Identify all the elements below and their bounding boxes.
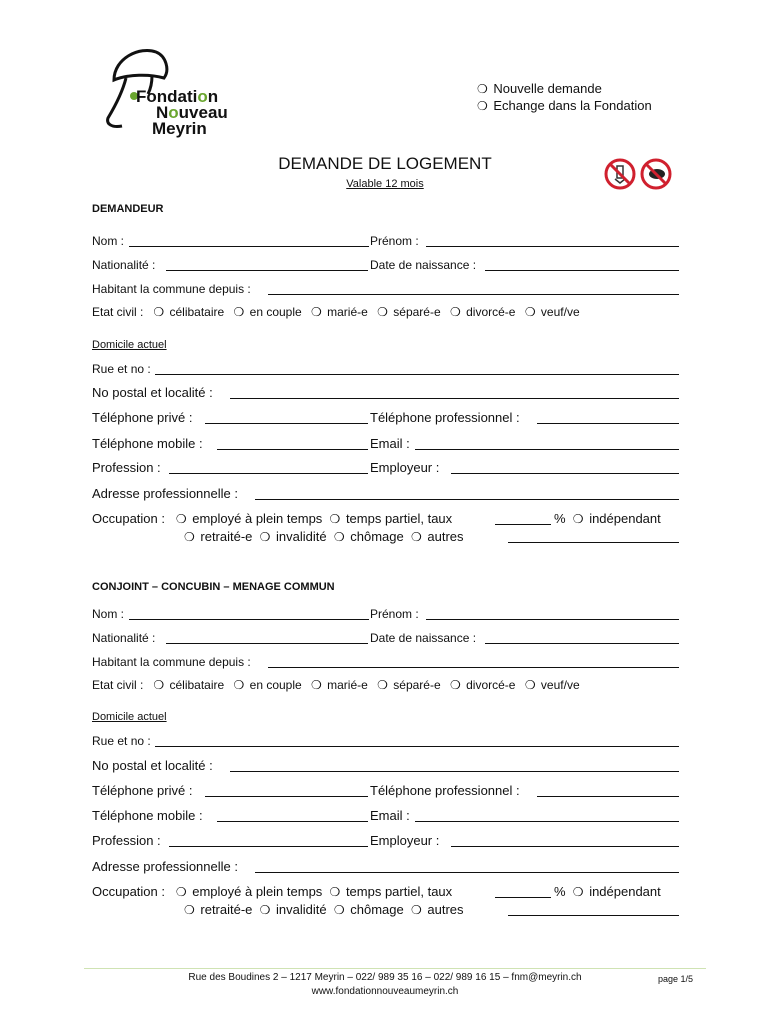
option-label: temps partiel, taux	[345, 884, 453, 899]
input-tel-prive[interactable]	[205, 423, 368, 424]
radio-circle-icon: ❍	[477, 82, 488, 96]
option-label: chômage	[350, 902, 404, 917]
radio-circle-icon: ❍	[259, 903, 271, 917]
option-chomage[interactable]	[334, 902, 404, 917]
label-tel-prive: Téléphone privé :	[92, 410, 193, 425]
option-invalidite[interactable]	[260, 529, 327, 544]
input-nationalite[interactable]	[166, 270, 368, 271]
label-postal: No postal et localité :	[92, 758, 213, 773]
label-nom: Nom :	[92, 234, 125, 248]
radio-circle-icon: ❍	[450, 678, 461, 692]
option-label: marié-e	[327, 678, 368, 692]
label-rue: Rue et no :	[92, 734, 151, 748]
occupation-row	[92, 511, 452, 526]
option-label: indépendant	[589, 884, 661, 899]
label-profession: Profession :	[92, 833, 161, 848]
logo-letter-o: o	[197, 87, 208, 106]
input-rue[interactable]	[155, 374, 679, 375]
label-nationalite: Nationalité :	[92, 631, 156, 645]
input-taux[interactable]	[495, 897, 551, 898]
option-label: célibataire	[169, 305, 225, 319]
option-autres[interactable]	[411, 902, 464, 917]
option-plein-temps[interactable]	[176, 511, 322, 526]
input-profession[interactable]	[169, 846, 368, 847]
input-email[interactable]	[415, 821, 679, 822]
option-label: invalidité	[276, 529, 327, 544]
option-label: invalidité	[276, 902, 327, 917]
label-tel-pro: Téléphone professionnel :	[370, 410, 520, 425]
label-habitant: Habitant la commune depuis :	[92, 655, 251, 669]
radio-circle-icon: ❍	[259, 530, 271, 544]
radio-circle-icon: ❍	[333, 530, 345, 544]
label-postal: No postal et localité :	[92, 385, 213, 400]
input-employeur[interactable]	[451, 473, 679, 474]
label-domicile: Domicile actuel	[92, 339, 167, 351]
input-adresse-pro[interactable]	[255, 499, 679, 500]
occupation-row	[92, 884, 452, 899]
label-rue: Rue et no :	[92, 362, 151, 376]
input-tel-pro[interactable]	[537, 796, 679, 797]
logo-word-nouveau-end: uveau	[178, 103, 228, 122]
option-marie[interactable]	[311, 305, 368, 319]
etat-civil-row	[92, 305, 586, 319]
label-date-naissance: Date de naissance :	[370, 631, 477, 645]
radio-circle-icon: ❍	[572, 512, 584, 526]
radio-circle-icon: ❍	[377, 678, 388, 692]
footer-address: Rue des Boudines 2 – 1217 Meyrin – 022/ 989 35 16 – 022/ 989 16 15 – fnm@meyrin.ch	[188, 972, 582, 983]
option-en-couple[interactable]	[234, 305, 302, 319]
option-invalidite[interactable]	[260, 902, 327, 917]
input-date-naissance[interactable]	[485, 643, 679, 644]
option-temps-partiel[interactable]	[330, 511, 453, 526]
option-label: marié-e	[327, 305, 368, 319]
input-prenom[interactable]	[426, 246, 679, 247]
input-email[interactable]	[415, 449, 679, 450]
label-employeur: Employeur :	[370, 460, 440, 475]
option-label: employé à plein temps	[192, 884, 323, 899]
logo	[100, 44, 260, 136]
radio-circle-icon: ❍	[524, 305, 536, 319]
occupation-row-2	[184, 529, 464, 544]
label-prenom: Prénom :	[370, 234, 419, 248]
option-label: veuf/ve	[540, 305, 580, 319]
option-label: retraité-e	[200, 529, 253, 544]
option-label: chômage	[350, 529, 404, 544]
option-separe[interactable]	[377, 305, 440, 319]
option-label: en couple	[249, 678, 302, 692]
radio-circle-icon: ❍	[572, 885, 584, 899]
label-prenom: Prénom :	[370, 607, 419, 621]
footer-divider	[84, 968, 706, 969]
logo-word-meyrin: Meyrin	[152, 119, 207, 138]
label-etat-civil: Etat civil :	[92, 678, 144, 692]
input-taux[interactable]	[495, 524, 551, 525]
label-tel-mobile: Téléphone mobile :	[92, 808, 203, 823]
option-divorce[interactable]	[450, 678, 515, 692]
option-label: célibataire	[169, 678, 225, 692]
page-number: page 1/5	[658, 974, 694, 984]
option-plein-temps[interactable]	[176, 884, 322, 899]
radio-circle-icon: ❍	[233, 678, 245, 692]
option-label: retraité-e	[200, 902, 253, 917]
radio-circle-icon: ❍	[153, 678, 165, 692]
input-rue[interactable]	[155, 746, 679, 747]
taux-percent-and-indep	[554, 511, 661, 526]
label-email: Email :	[370, 436, 410, 451]
page-title: DEMANDE DE LOGEMENT	[278, 154, 492, 173]
option-label: séparé-e	[393, 305, 441, 319]
request-type-new[interactable]	[477, 81, 602, 96]
radio-circle-icon: ❍	[477, 99, 488, 113]
page-subtitle: Valable 12 mois	[346, 178, 424, 190]
option-label: indépendant	[589, 511, 661, 526]
radio-circle-icon: ❍	[311, 305, 322, 319]
etat-civil-row	[92, 678, 586, 692]
radio-circle-icon: ❍	[410, 530, 422, 544]
option-label: divorcé-e	[466, 678, 516, 692]
label-employeur: Employeur :	[370, 833, 440, 848]
label-etat-civil: Etat civil :	[92, 305, 144, 319]
percent-sign: %	[554, 884, 566, 899]
radio-circle-icon: ❍	[184, 903, 195, 917]
radio-circle-icon: ❍	[233, 305, 245, 319]
radio-circle-icon: ❍	[153, 305, 165, 319]
section-heading: CONJOINT – CONCUBIN – MENAGE COMMUN	[92, 581, 335, 593]
request-type-exchange[interactable]	[477, 98, 652, 113]
input-nom[interactable]	[129, 619, 369, 620]
input-habitant[interactable]	[268, 667, 679, 668]
option-label: veuf/ve	[540, 678, 580, 692]
label-tel-prive: Téléphone privé :	[92, 783, 193, 798]
radio-circle-icon: ❍	[175, 885, 187, 899]
label-date-naissance: Date de naissance :	[370, 258, 477, 272]
option-independant[interactable]	[573, 884, 661, 899]
option-label: en couple	[249, 305, 302, 319]
option-en-couple[interactable]	[234, 678, 302, 692]
input-tel-prive[interactable]	[205, 796, 368, 797]
radio-circle-icon: ❍	[333, 903, 345, 917]
radio-circle-icon: ❍	[524, 678, 536, 692]
logo-letter-o2: o	[168, 103, 179, 122]
section-heading: DEMANDEUR	[92, 203, 164, 215]
radio-circle-icon: ❍	[377, 305, 388, 319]
option-label: autres	[427, 902, 464, 917]
option-autres[interactable]	[411, 529, 464, 544]
label-nom: Nom :	[92, 607, 125, 621]
no-smoking-icon	[639, 157, 673, 191]
label-occupation: Occupation :	[92, 884, 165, 899]
radio-circle-icon: ❍	[410, 903, 422, 917]
option-marie[interactable]	[311, 678, 368, 692]
logo-word-fondation: Fondati	[136, 87, 198, 106]
option-retraite[interactable]	[184, 529, 252, 544]
input-tel-pro[interactable]	[537, 423, 679, 424]
input-date-naissance[interactable]	[485, 270, 679, 271]
input-adresse-pro[interactable]	[255, 872, 679, 873]
input-tel-mobile[interactable]	[217, 449, 368, 450]
label-tel-pro: Téléphone professionnel :	[370, 783, 520, 798]
option-independant[interactable]	[573, 511, 661, 526]
radio-circle-icon: ❍	[311, 678, 322, 692]
logo-word-fondation-end: n	[207, 87, 219, 106]
input-postal[interactable]	[230, 398, 679, 399]
input-nationalite[interactable]	[166, 643, 368, 644]
option-label: employé à plein temps	[192, 511, 323, 526]
option-separe[interactable]	[377, 678, 440, 692]
label-domicile: Domicile actuel	[92, 711, 167, 723]
label-habitant: Habitant la commune depuis :	[92, 282, 251, 296]
option-temps-partiel[interactable]	[330, 884, 453, 899]
option-veuf[interactable]	[525, 305, 580, 319]
input-autres[interactable]	[508, 915, 679, 916]
option-label: autres	[427, 529, 464, 544]
option-divorce[interactable]	[450, 305, 515, 319]
request-type-exchange-label: Echange dans la Fondation	[493, 98, 652, 113]
input-habitant[interactable]	[268, 294, 679, 295]
footer-website[interactable]: www.fondationnouveaumeyrin.ch	[311, 986, 459, 997]
radio-circle-icon: ❍	[450, 305, 461, 319]
option-veuf[interactable]	[525, 678, 580, 692]
input-tel-mobile[interactable]	[217, 821, 368, 822]
input-nom[interactable]	[129, 246, 369, 247]
input-prenom[interactable]	[426, 619, 679, 620]
input-employeur[interactable]	[451, 846, 679, 847]
option-chomage[interactable]	[334, 529, 404, 544]
input-profession[interactable]	[169, 473, 368, 474]
logo-word-nouveau: N	[156, 103, 169, 122]
label-adresse-pro: Adresse professionnelle :	[92, 859, 238, 874]
option-label: temps partiel, taux	[345, 511, 453, 526]
label-email: Email :	[370, 808, 410, 823]
radio-circle-icon: ❍	[184, 530, 195, 544]
option-label: divorcé-e	[466, 305, 516, 319]
label-nationalite: Nationalité :	[92, 258, 156, 272]
label-tel-mobile: Téléphone mobile :	[92, 436, 203, 451]
radio-circle-icon: ❍	[329, 512, 341, 526]
input-postal[interactable]	[230, 771, 679, 772]
label-profession: Profession :	[92, 460, 161, 475]
radio-circle-icon: ❍	[175, 512, 187, 526]
option-celibataire[interactable]	[153, 678, 224, 692]
option-label: séparé-e	[393, 678, 441, 692]
input-autres[interactable]	[508, 542, 679, 543]
option-celibataire[interactable]	[153, 305, 224, 319]
percent-sign: %	[554, 511, 566, 526]
label-adresse-pro: Adresse professionnelle :	[92, 486, 238, 501]
taux-percent-and-indep	[554, 884, 661, 899]
no-pets-icon	[603, 157, 637, 191]
radio-circle-icon: ❍	[329, 885, 341, 899]
label-occupation: Occupation :	[92, 511, 165, 526]
request-type-new-label: Nouvelle demande	[493, 81, 602, 96]
option-retraite[interactable]	[184, 902, 252, 917]
occupation-row-2	[184, 902, 464, 917]
